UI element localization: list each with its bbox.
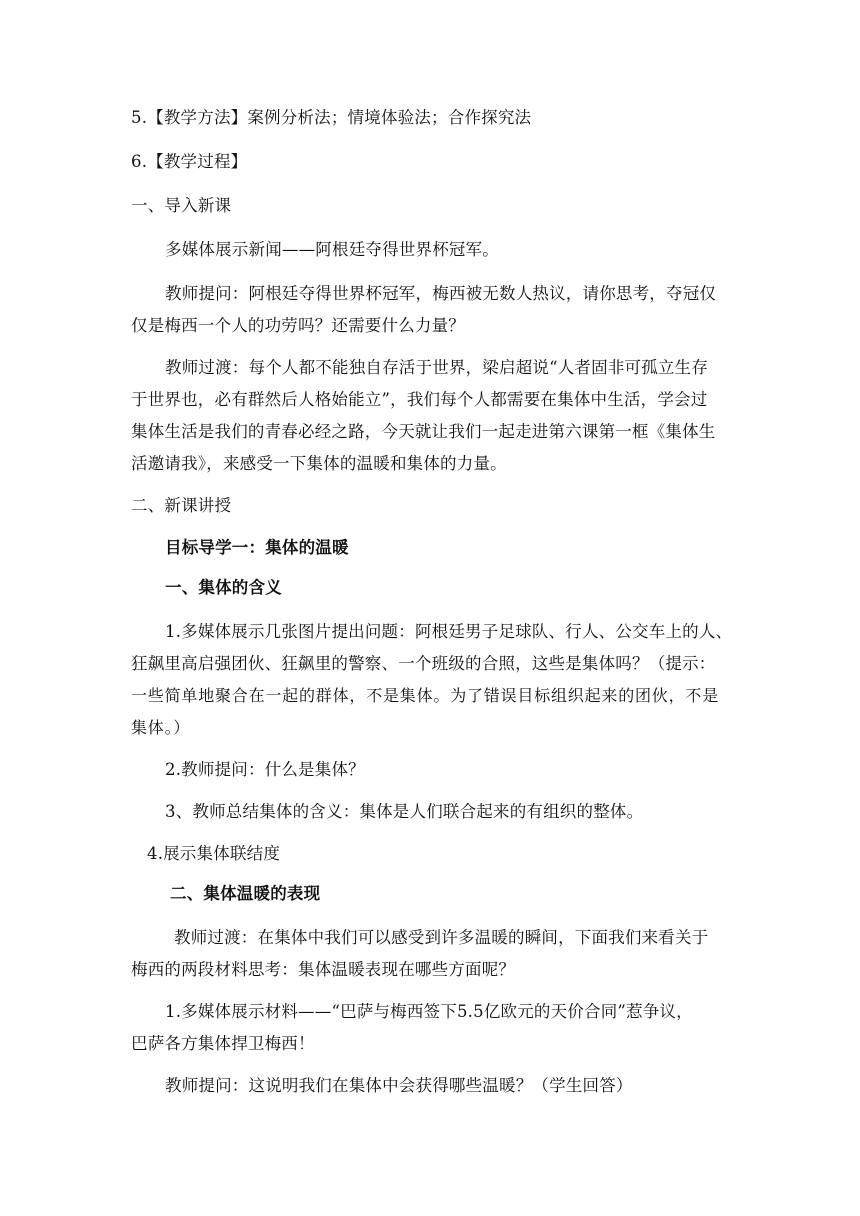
subsection-heading: 目标导学一：集体的温暖 (165, 538, 349, 557)
text-line: 3、教师总结集体的含义：集体是人们联合起来的有组织的整体。 (165, 802, 644, 821)
subsection-heading: 二、集体温暖的表现 (170, 884, 321, 903)
text-line: 教师提问：这说明我们在集体中会获得哪些温暖？（学生回答） (165, 1076, 633, 1095)
text-line: 1.多媒体展示几张图片提出问题：阿根廷男子足球队、行人、公交车上的人、 (165, 622, 733, 641)
text-line: 多媒体展示新闻——阿根廷夺得世界杯冠军。 (165, 240, 499, 259)
text-line: 活邀请我》，来感受一下集体的温暖和集体的力量。 (131, 454, 507, 473)
text-line: 2.教师提问：什么是集体？ (165, 760, 365, 779)
text-line: 集体生活是我们的青春必经之路，今天就让我们一起走进第六课第一框《集体生 (131, 422, 716, 441)
text-line: 教师过渡：在集体中我们可以感受到许多温暖的瞬间，下面我们来看关于 (174, 928, 709, 947)
text-line: 1.多媒体展示材料——“巴萨与梅西签下5.5亿欧元的天价合同”惹争议， (165, 1002, 693, 1021)
text-line: 教师过渡：每个人都不能独自存活于世界，梁启超说“人者固非可孤立生存 (165, 358, 709, 377)
text-line: 5.【教学方法】案例分析法；情境体验法；合作探究法 (131, 108, 532, 127)
text-line: 于世界也，必有群然后人格始能立”，我们每个人都需要在集体中生活，学会过 (131, 390, 708, 409)
text-line: 6.【教学过程】 (131, 152, 248, 171)
text-line: 仅是梅西一个人的功劳吗？还需要什么力量？ (131, 316, 465, 335)
subsection-heading: 一、集体的含义 (165, 578, 282, 597)
section-heading: 二、新课讲授 (131, 496, 232, 515)
text-line: 一些简单地聚合在一起的群体，不是集体。为了错误目标组织起来的团伙，不是 (131, 686, 720, 705)
text-line: 4.展示集体联结度 (147, 844, 281, 863)
section-heading: 一、导入新课 (131, 196, 232, 215)
text-line: 狂飙里高启强团伙、狂飙里的警察、一个班级的合照，这些是集体吗？（提示： (131, 654, 716, 673)
text-line: 教师提问：阿根廷夺得世界杯冠军，梅西被无数人热议，请你思考，夺冠仅 (165, 284, 717, 303)
text-line: 巴萨各方集体捍卫梅西！ (131, 1034, 315, 1053)
text-line: 梅西的两段材料思考：集体温暖表现在哪些方面呢？ (131, 960, 516, 979)
text-line: 集体。） (131, 718, 191, 737)
